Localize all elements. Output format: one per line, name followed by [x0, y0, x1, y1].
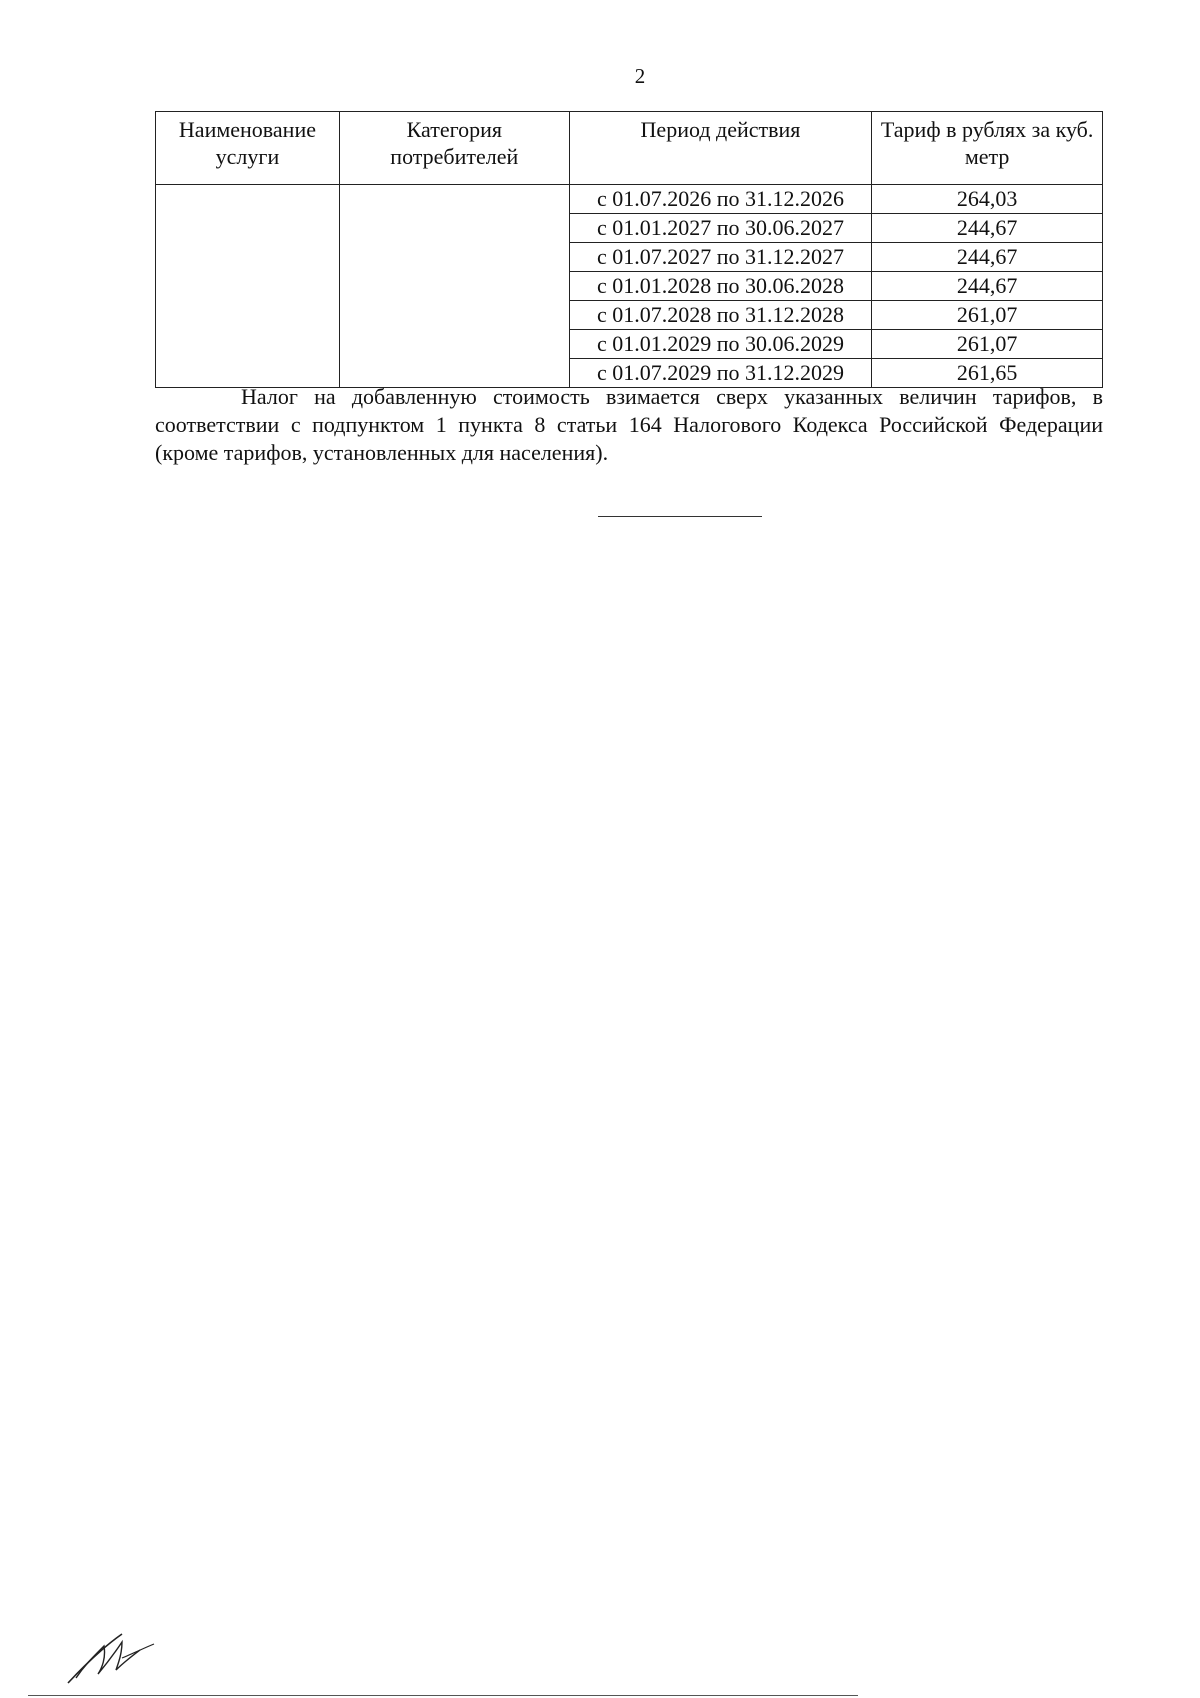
header-service-name: Наименование услуги: [156, 112, 340, 185]
header-validity-period: Период действия: [569, 112, 872, 185]
header-tariff: Тариф в рублях за куб. метр: [872, 112, 1103, 185]
period-cell: с 01.07.2027 по 31.12.2027: [569, 243, 872, 272]
table-row: [156, 185, 1103, 214]
tariff-table: [155, 111, 1103, 388]
period-cell: с 01.01.2029 по 30.06.2029: [569, 330, 872, 359]
tariff-cell: 261,65: [872, 359, 1103, 388]
service-name-cell: [156, 185, 340, 388]
page-number: 2: [634, 64, 646, 88]
footer-line: [28, 1695, 858, 1696]
tariff-cell: 244,67: [872, 243, 1103, 272]
tariff-cell: 244,67: [872, 214, 1103, 243]
table-header-row: [156, 112, 1103, 185]
consumer-category-cell: [339, 185, 569, 388]
period-cell: с 01.07.2026 по 31.12.2026: [569, 185, 872, 214]
end-divider: [598, 516, 762, 517]
period-cell: с 01.07.2028 по 31.12.2028: [569, 301, 872, 330]
header-consumer-category: Категория потребителей: [339, 112, 569, 185]
signature-mark: [62, 1628, 157, 1688]
vat-note: Налог на добавленную стоимость взимается сверх указанных величин тарифов, в соответствии с подпунктом 1 пункта 8 статьи 164 Налогового Кодекса Российской Федерации (кроме тарифов, установленных для населения).: [155, 384, 1103, 465]
tariff-cell: 264,03: [872, 185, 1103, 214]
period-cell: с 01.01.2027 по 30.06.2027: [569, 214, 872, 243]
period-cell: с 01.01.2028 по 30.06.2028: [569, 272, 872, 301]
tariff-cell: 261,07: [872, 330, 1103, 359]
period-cell: с 01.07.2029 по 31.12.2029: [569, 359, 872, 388]
tariff-cell: 244,67: [872, 272, 1103, 301]
tariff-cell: 261,07: [872, 301, 1103, 330]
